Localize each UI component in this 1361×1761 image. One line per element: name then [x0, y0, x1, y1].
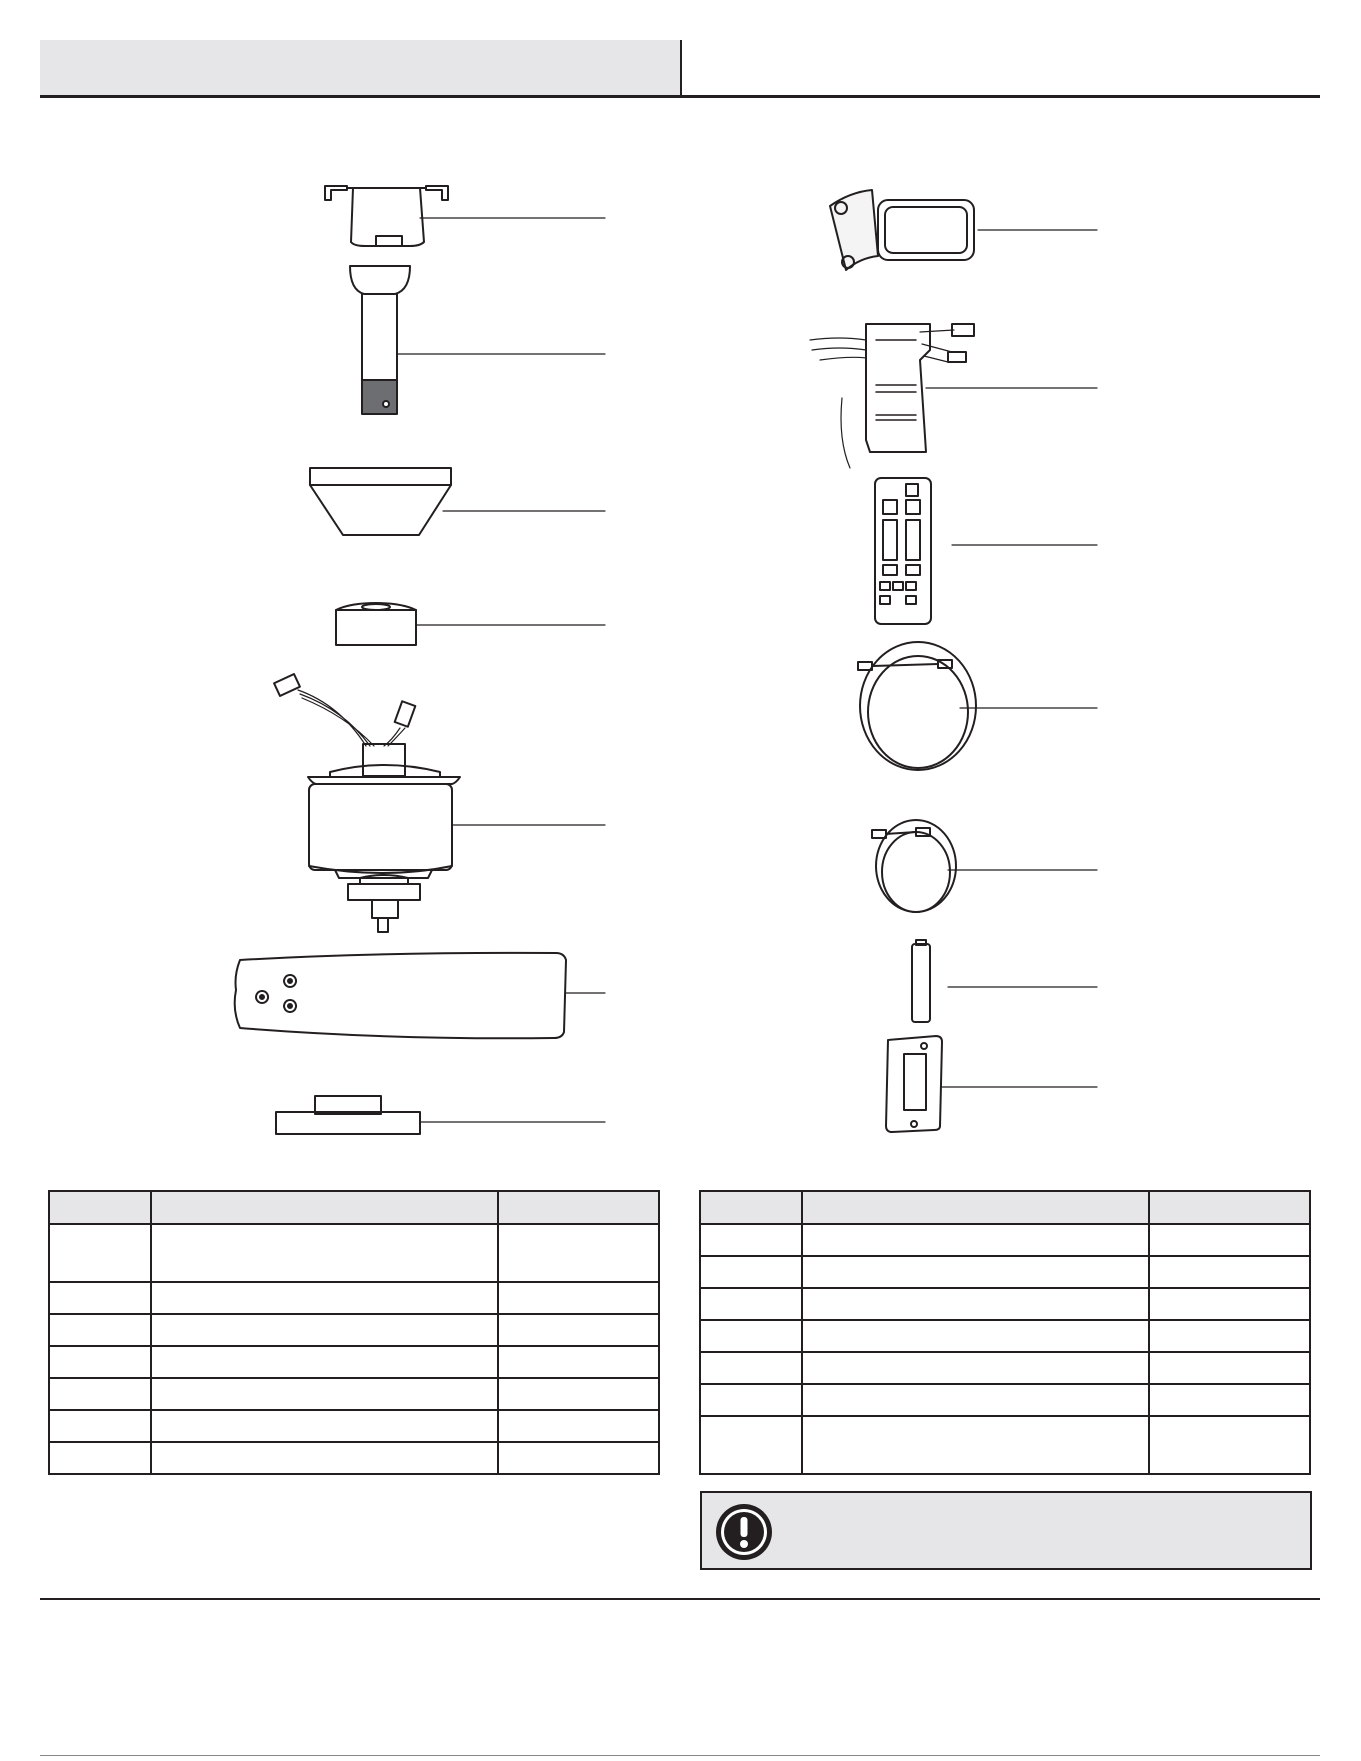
table-cell [802, 1256, 1149, 1288]
coupling-cover-illustration [336, 603, 605, 645]
downrod-illustration [350, 266, 605, 414]
table-cell [498, 1282, 659, 1314]
table-cell [151, 1314, 498, 1346]
table-cell [498, 1346, 659, 1378]
footer-rule [40, 1598, 1320, 1600]
receiver-illustration [810, 324, 1097, 468]
table-cell [498, 1224, 659, 1282]
exclamation-circle-icon [714, 1502, 774, 1562]
battery-illustration [912, 940, 1097, 1022]
table-cell [1149, 1352, 1310, 1384]
table-cell [1149, 1384, 1310, 1416]
table-cell [49, 1442, 151, 1474]
table-row [700, 1352, 1310, 1384]
table-row [700, 1384, 1310, 1416]
table-cell [802, 1384, 1149, 1416]
table-cell [802, 1224, 1149, 1256]
table-cell [151, 1410, 498, 1442]
table-cell [802, 1320, 1149, 1352]
table-cell [1149, 1224, 1310, 1256]
table-cell [1149, 1288, 1310, 1320]
table-cell [802, 1416, 1149, 1474]
table-cell [151, 1282, 498, 1314]
remote-control-illustration [875, 478, 1097, 624]
table-cell [151, 1442, 498, 1474]
table-cell [700, 1224, 802, 1256]
table-cell [802, 1352, 1149, 1384]
column-header-description [802, 1191, 1149, 1224]
table-cell [700, 1416, 802, 1474]
column-header-part [700, 1191, 802, 1224]
parts-table-left [48, 1190, 660, 1475]
notice-box [700, 1491, 1312, 1570]
mounting-bracket-illustration [325, 186, 605, 246]
motor-assembly-illustration [274, 674, 605, 932]
table-row [49, 1442, 659, 1474]
table-cell [1149, 1416, 1310, 1474]
table-cell [49, 1346, 151, 1378]
column-header-quantity [498, 1191, 659, 1224]
table-row [49, 1378, 659, 1410]
table-row [700, 1256, 1310, 1288]
table-cell [700, 1384, 802, 1416]
fan-blade-illustration [235, 953, 605, 1038]
table-cell [49, 1282, 151, 1314]
table-cell [49, 1224, 151, 1282]
table-row [49, 1410, 659, 1442]
table-row [49, 1314, 659, 1346]
long-wire-harness-illustration [858, 642, 1097, 770]
table-row [49, 1282, 659, 1314]
table-cell [1149, 1256, 1310, 1288]
table-cell [802, 1288, 1149, 1320]
table-cell [700, 1256, 802, 1288]
table-cell [498, 1410, 659, 1442]
blade-arm-illustration [830, 190, 1097, 270]
table-cell [49, 1314, 151, 1346]
table-row [700, 1320, 1310, 1352]
table-cell [498, 1442, 659, 1474]
table-cell [700, 1352, 802, 1384]
table-cell [1149, 1320, 1310, 1352]
light-kit-plate-illustration [276, 1096, 605, 1134]
short-wire-harness-illustration [872, 820, 1097, 912]
table-cell [49, 1378, 151, 1410]
table-cell [700, 1320, 802, 1352]
remote-holder-illustration [886, 1036, 1097, 1132]
table-cell [151, 1346, 498, 1378]
table-cell [151, 1224, 498, 1282]
page-bottom-rule [40, 1755, 1320, 1756]
table-row [700, 1224, 1310, 1256]
table-row [700, 1288, 1310, 1320]
table-cell [700, 1288, 802, 1320]
table-cell [498, 1378, 659, 1410]
table-row [49, 1346, 659, 1378]
table-row [49, 1224, 659, 1282]
table-header-row [49, 1191, 659, 1224]
table-row [700, 1416, 1310, 1474]
column-header-quantity [1149, 1191, 1310, 1224]
table-cell [498, 1314, 659, 1346]
column-header-description [151, 1191, 498, 1224]
column-header-part [49, 1191, 151, 1224]
table-cell [49, 1410, 151, 1442]
parts-table-right [699, 1190, 1311, 1475]
table-cell [151, 1378, 498, 1410]
canopy-illustration [310, 468, 605, 535]
table-header-row [700, 1191, 1310, 1224]
